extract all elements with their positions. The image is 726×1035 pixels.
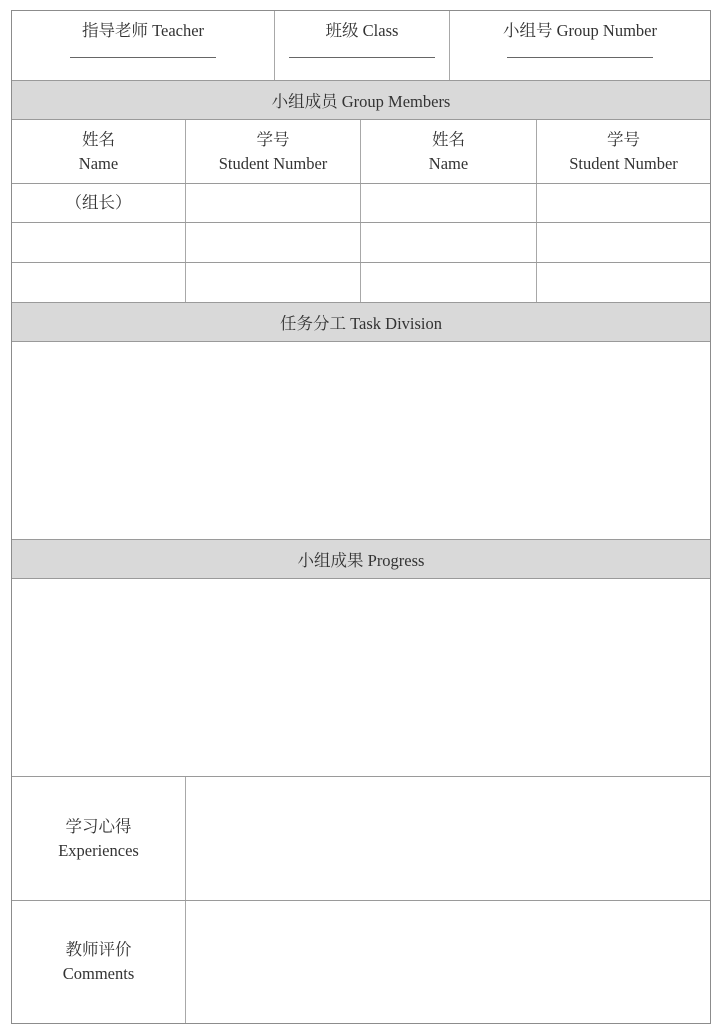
experiences-label-en: Experiences — [58, 840, 139, 860]
member-name-cell[interactable] — [361, 223, 537, 262]
column-header-name-1-en: Name — [78, 153, 119, 173]
teacher-cell — [12, 11, 275, 80]
member-number-cell[interactable] — [186, 184, 361, 222]
class-label: 班级 Class — [325, 21, 399, 40]
column-header-student-number-2-cn: 学号 — [607, 129, 640, 149]
group-members-header — [12, 81, 710, 120]
comments-label-en: Comments — [62, 964, 135, 983]
comments-label — [12, 901, 186, 1023]
comments-label-cn: 教师评价 — [65, 940, 132, 959]
progress-title: 小组成果 Progress — [297, 551, 425, 570]
member-number-cell[interactable] — [186, 223, 361, 262]
column-header-student-number-1-cn: 学号 — [256, 129, 290, 149]
teacher-label: 指导老师 Teacher — [81, 21, 205, 40]
class-fill-line[interactable] — [289, 57, 435, 58]
group-work-form — [11, 10, 711, 1024]
member-name-cell[interactable] — [361, 184, 537, 222]
group-members-title: 小组成员 Group Members — [271, 92, 451, 111]
experiences-label-cn: 学习心得 — [65, 816, 132, 836]
comments-row — [12, 901, 710, 1023]
column-header-student-number-1 — [186, 120, 361, 183]
member-number-cell[interactable] — [186, 263, 361, 302]
progress-header — [12, 540, 710, 579]
comments-area[interactable] — [186, 901, 710, 1023]
experiences-label — [12, 777, 186, 900]
members-column-headers — [12, 120, 710, 184]
table-row — [12, 184, 710, 223]
column-header-student-number-1-en: Student Number — [218, 153, 328, 173]
group-number-cell — [450, 11, 710, 80]
task-division-area[interactable] — [12, 342, 710, 540]
member-name-cell[interactable] — [361, 263, 537, 302]
column-header-name-1-cn: 姓名 — [82, 129, 115, 149]
column-header-student-number-2 — [537, 120, 710, 183]
member-name-cell[interactable] — [12, 263, 186, 302]
progress-area[interactable] — [12, 579, 710, 777]
task-division-title: 任务分工 Task Division — [279, 314, 442, 333]
column-header-name-2-cn: 姓名 — [432, 129, 465, 149]
member-name-cell[interactable] — [12, 184, 186, 222]
class-cell — [275, 11, 450, 80]
experiences-area[interactable] — [186, 777, 710, 900]
table-row — [12, 263, 710, 303]
leader-note: （组长） — [65, 193, 132, 212]
member-number-cell[interactable] — [537, 184, 710, 222]
member-name-cell[interactable] — [12, 223, 186, 262]
table-row — [12, 223, 710, 263]
group-number-fill-line[interactable] — [507, 57, 653, 58]
column-header-name-2 — [361, 120, 537, 183]
member-number-cell[interactable] — [537, 263, 710, 302]
teacher-fill-line[interactable] — [70, 57, 216, 58]
group-number-label: 小组号 Group Number — [503, 21, 657, 40]
header-row — [12, 11, 710, 81]
column-header-name-1 — [12, 120, 186, 183]
task-division-header — [12, 303, 710, 342]
column-header-name-2-en: Name — [428, 153, 469, 173]
experiences-row — [12, 777, 710, 901]
member-number-cell[interactable] — [537, 223, 710, 262]
column-header-student-number-2-en: Student Number — [569, 153, 678, 173]
